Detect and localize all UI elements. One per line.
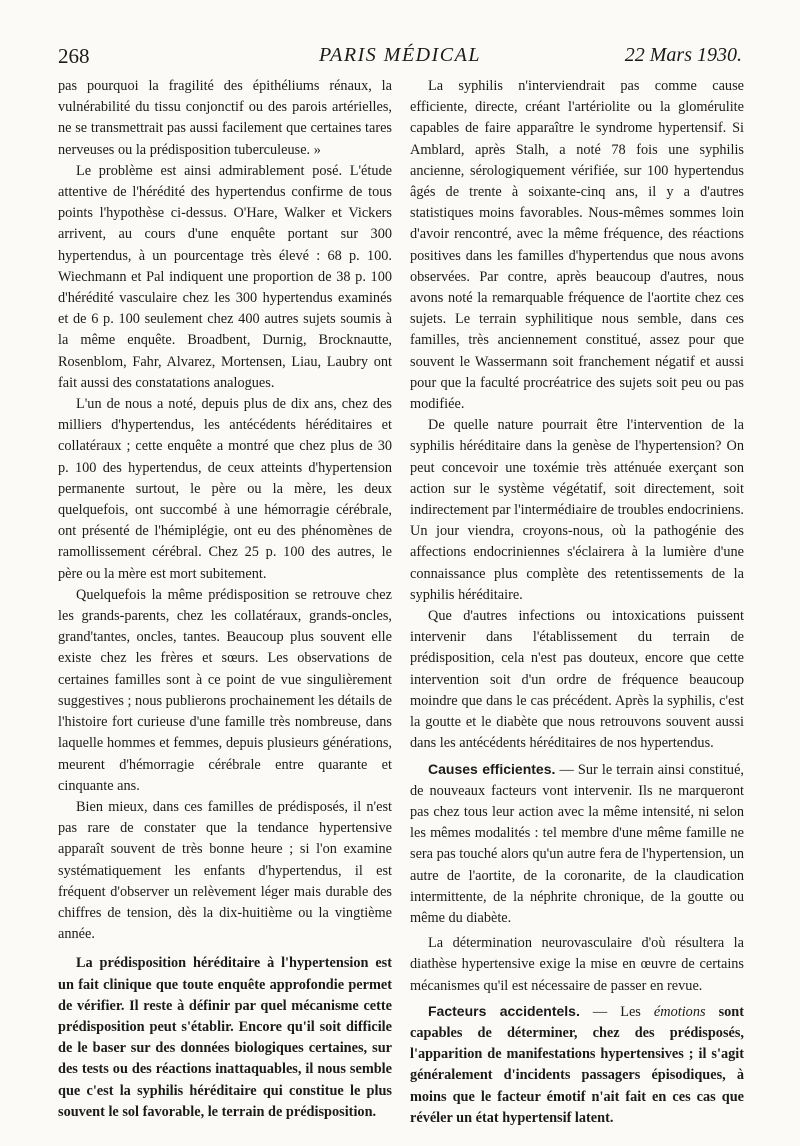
paragraph: L'un de nous a noté, depuis plus de dix ans, chez des milliers d'hypertendus, les antécédents héréditaires et collatéraux ; cette enquête a montré que chez plus de 30 p. 100 des hypertendus, de ceux atteints d'hypertension permanente surtout, le père ou la mère, les deux quelquefois, ont succombé à une hémorragie cérébrale, ont présenté de l'hémiplégie, ont eu des phénomènes de ramollissement cérébral. Chez 25 p. 100 des autres, le père ou la mère est mort subitement. [58, 396, 392, 582]
paragraph: Que d'autres infections ou intoxications puissent intervenir dans l'établissement du terrain de prédisposition, cela n'est pas douteux, encore que cette intervention soit d'un ordre de fréquence beaucoup moindre que dans le cas précédent. Après la syphilis, c'est la goutte et le diabète que nous retrouvons souvent aussi dans les antécédents héréditaires de nos hypertendus. [410, 608, 744, 752]
paragraph: La syphilis n'interviendrait pas comme cause efficiente, directe, créant l'artériolite ou la glomérulite capables de faire apparaître le syndrome hypertensif. Si Amblard, après Stalh, a noté 78 fois une syphilis ancienne, sérologiquement vérifiée, sur 100 hypertendus âgés de trente à soixante-cinq ans, il y a d'autres statistiques moins favorables. Nous-mêmes sommes loin d'avoir rencontré, avec la même fréquence, des réactions positives dans les familles d'hypertendus que nous avons observées. Par contre, après beaucoup d'autres, nous avons noté la remarquable fréquence de l'aortite chez ces sujets. Le terrain syphilitique nous semble, dans ces familles, très anciennement constitué, assez pour que souvent le Wassermann soit franchement négatif et aussi pour que la faculté procréatrice des sujets soit peu ou pas modifiée. [410, 78, 744, 413]
paragraph: La détermination neurovasculaire d'où résultera la diathèse hypertensive exige la mise en œuvre de certains mécanismes qu'il est nécessaire de passer en revue. [410, 935, 744, 994]
paragraph-text: sont capables de déterminer, chez des prédisposés, l'apparition de manifestations hypertensives ; il s'agit généralement d'incidents passagers épisodiques, à moins que le facteur émotif n'ait fait en ces cas que révéler un état hypertensif latent. [410, 1003, 744, 1126]
left-column [58, 76, 392, 1123]
paragraph: pas pourquoi la fragilité des épithéliums rénaux, la vulnérabilité du tissu conjonctif ou des parois artérielles, ne se transmettrait pas aussi facilement que certaines tares nerveuses ou la prédisposition tuberculeuse. » [58, 78, 392, 158]
paragraph: Le problème est ainsi admirablement posé. L'étude attentive de l'hérédité des hypertendus confirme de tous points l'hypothèse ci-dessus. O'Hare, Walker et Vickers arrivent, au cours d'une enquête portant sur 300 hypertendus, à un pourcentage très élevé : 68 p. 100. Wiechmann et Pal indiquent une proportion de 38 p. 100 d'hérédité vasculaire chez les 300 hypertendus examinés et de 6 p. 100 seulement chez 400 autres sujets soumis à la même enquête. Broadbent, Durnig, Brocknautte, Rosenblom, Fahr, Alvarez, Mortensen, Liau, Laubry ont fait aussi des constatations analogues. [58, 162, 392, 391]
paragraph: De quelle nature pourrait être l'intervention de la syphilis héréditaire dans la genèse de l'hypertension? On peut concevoir une toxémie très atténuée exerçant son action sur le système végétatif, soit directement, soit indirectement par l'intermédiaire de troubles endocriniens. Un jour viendra, croyons-nous, où la pathogénie des affections endocriniennes s'éclairera à la lumière d'une connaissance plus complète des retentissements de la syphilis héréditaire. [410, 417, 744, 603]
paragraph-text: — Les [579, 1003, 654, 1020]
paragraph: Bien mieux, dans ces familles de prédisposés, il n'est pas rare de constater que la tendance hypertensive apparaît souvent de très bonne heure ; si l'on examine systématiquement les enfants d'hypertendus, il est fréquent d'observer un relèvement léger mais durable des chiffres de tension, dès la dix-huitième ou la vingtième année. [58, 798, 392, 943]
page-number: 268 [58, 44, 90, 68]
paragraph: La prédisposition héréditaire à l'hypertension est un fait clinique que toute enquête approfondie permet de vérifier. Il reste à définir par quel mécanisme cette prédisposition peut s'établir. Encore qu'il soit difficile de le baser sur des données biologiques certaines, sur des tests ou des réactions inattaquables, il nous semble que c'est la syphilis héréditaire qui constitue le plus souvent le sol favorable, le terrain de prédisposition. [58, 955, 392, 1120]
paragraph: Quelquefois la même prédisposition se retrouve chez les grands-parents, chez les collatéraux, grands-oncles, grand'tantes, oncles, tantes. Beaucoup plus souvent elle existe chez les frères et sœurs. Les observations de certaines familles sont à ce point de vue singulièrement suggestives ; nous publierons prochainement les détails de l'histoire fort curieuse d'une famille très nombreuse, dans laquelle hommes et femmes, depuis plusieurs générations, meurent d'hémorragie cérébrale entre quarante et cinquante ans. [58, 586, 392, 794]
emphasis: émotions [653, 1003, 706, 1020]
paragraph [410, 759, 744, 930]
section-heading: Causes efficientes. [428, 760, 556, 777]
right-column [410, 76, 744, 1129]
journal-title: PARIS MÉDICAL [319, 44, 481, 66]
paragraph-text: — Sur le terrain ainsi constitué, de nouveaux facteurs vont intervenir. Ils ne marqueront pas chez tous leur action avec la même intensité, ni selon les mêmes modalités : tel membre d'une même famille ne sera pas touché alors qu'un autre fera de l'hypertension, un autre de l'aortite, de la coronarite, de la claudication intermittente, de la néphrite chronique, de la goutte ou même du diabète. [410, 761, 744, 926]
section-heading: Facteurs accidentels. [428, 1002, 580, 1019]
issue-date: 22 Mars 1930. [624, 44, 742, 66]
page-header [58, 44, 742, 70]
paragraph [410, 1001, 744, 1129]
